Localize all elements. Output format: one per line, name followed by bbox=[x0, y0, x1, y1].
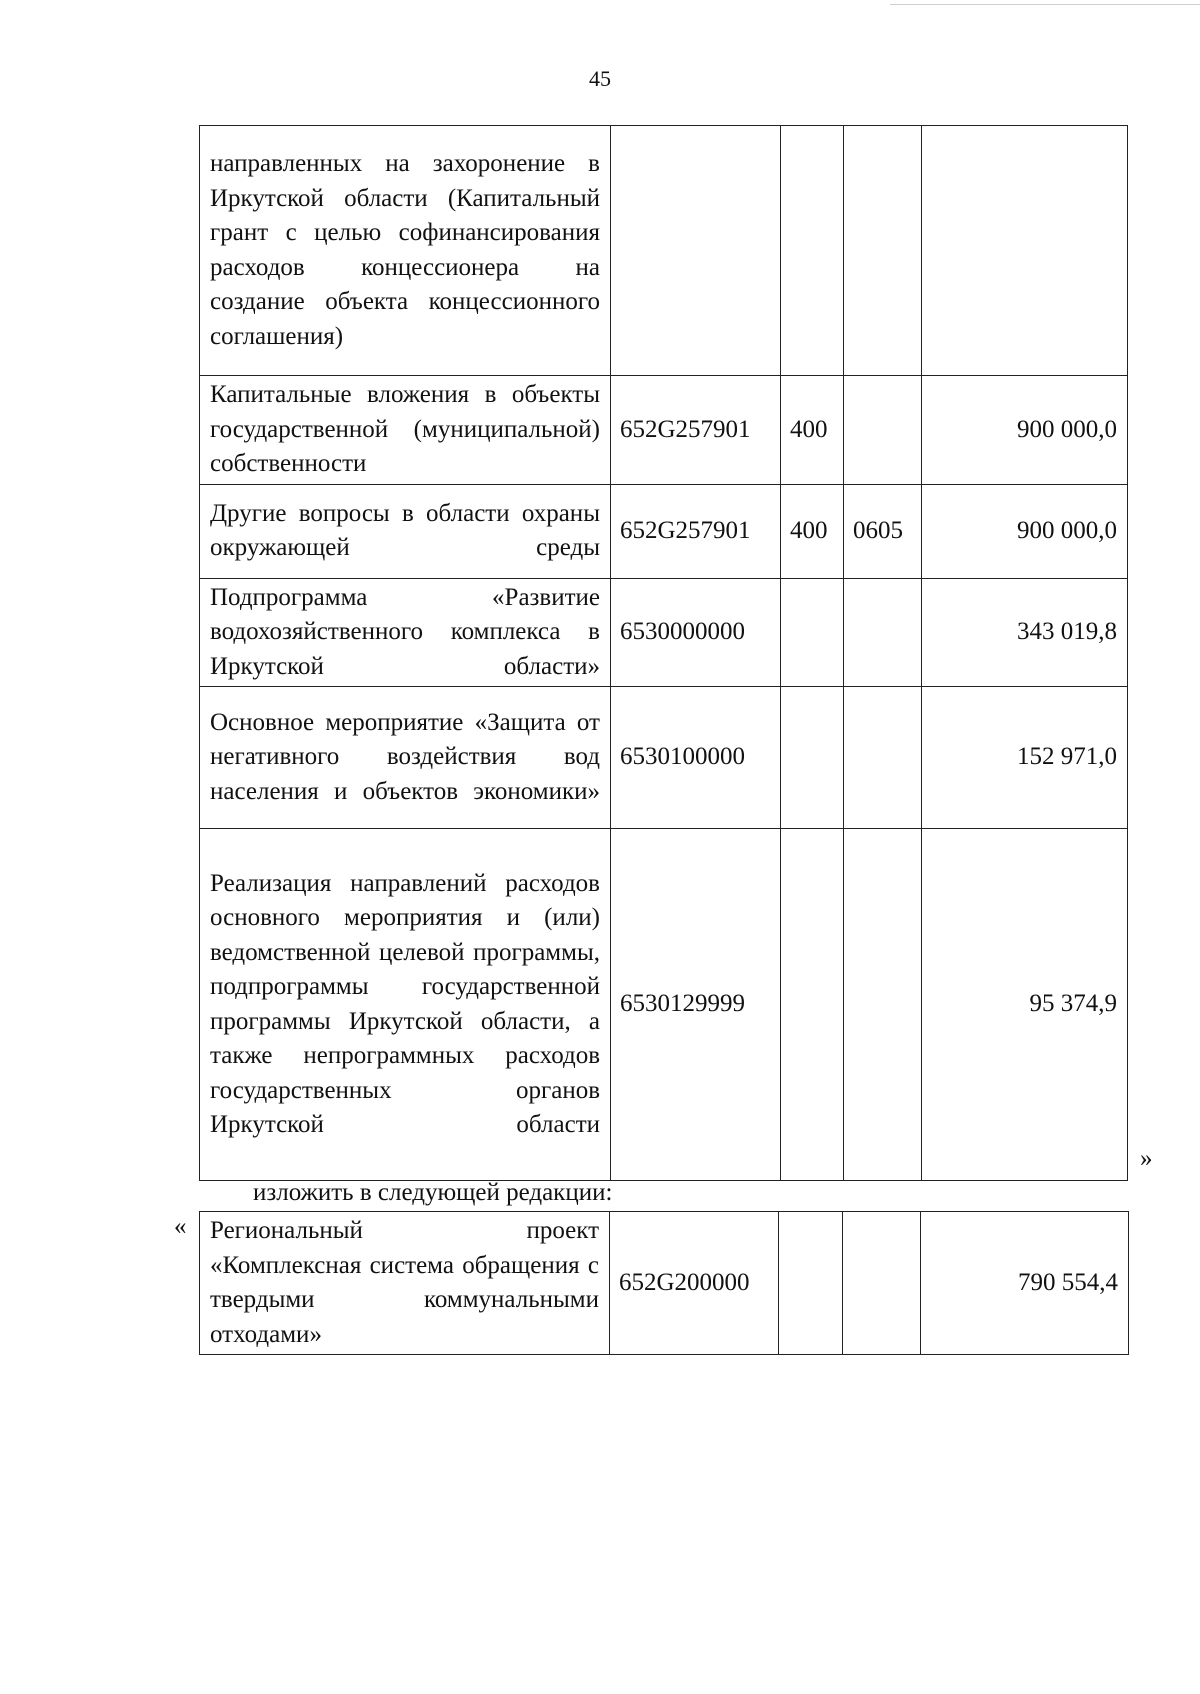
row-rz-cell bbox=[844, 687, 922, 829]
row-amount-cell: 152 971,0 bbox=[922, 687, 1128, 829]
row-amount-cell bbox=[922, 126, 1128, 376]
row-name-cell: Реализация направлений расходов основного мероприятия и (или) ведомственной целевой программы, подпрограммы государственной программы Иркутской области, а также непрограммных расходов государственных органов Иркутской области bbox=[200, 829, 611, 1181]
row-vr-cell: 400 bbox=[781, 484, 844, 578]
row-rz-cell bbox=[844, 126, 922, 376]
row-vr-cell bbox=[781, 578, 844, 687]
budget-table-continued bbox=[199, 125, 1128, 1181]
table-row bbox=[200, 126, 1128, 376]
scan-edge-line bbox=[890, 4, 1200, 5]
row-vr-cell bbox=[781, 829, 844, 1181]
row-code-cell bbox=[611, 126, 781, 376]
table-row bbox=[200, 484, 1128, 578]
row-code-cell: 6530129999 bbox=[611, 829, 781, 1181]
table-row bbox=[200, 687, 1128, 829]
table-row bbox=[200, 829, 1128, 1181]
row-name-cell: Другие вопросы в области охраны окружающей среды bbox=[200, 484, 611, 578]
row-amount-cell: 900 000,0 bbox=[922, 376, 1128, 485]
page-number: 45 bbox=[589, 66, 611, 91]
budget-table-new-wording bbox=[199, 1211, 1129, 1355]
row-amount-cell: 790 554,4 bbox=[921, 1212, 1129, 1355]
table-row bbox=[200, 1212, 1129, 1355]
row-vr-cell bbox=[781, 126, 844, 376]
row-code-cell: 652G257901 bbox=[611, 376, 781, 485]
row-name-cell: Подпрограмма «Развитие водохозяйственного комплекса в Иркутской области» bbox=[200, 578, 611, 687]
row-rz-cell bbox=[843, 1212, 921, 1355]
amendment-instruction: изложить в следующей редакции: bbox=[253, 1179, 613, 1206]
row-rz-cell: 0605 bbox=[844, 484, 922, 578]
row-rz-cell bbox=[844, 829, 922, 1181]
row-vr-cell: 400 bbox=[781, 376, 844, 485]
row-name-cell: Капитальные вложения в объекты государственной (муниципальной) собственности bbox=[200, 376, 611, 485]
row-vr-cell bbox=[779, 1212, 843, 1355]
row-vr-cell bbox=[781, 687, 844, 829]
row-amount-cell: 95 374,9 bbox=[922, 829, 1128, 1181]
row-name-cell: Основное мероприятие «Защита от негативного воздействия вод населения и объектов экономики» bbox=[200, 687, 611, 829]
row-amount-cell: 343 019,8 bbox=[922, 578, 1128, 687]
table-row bbox=[200, 376, 1128, 485]
row-rz-cell bbox=[844, 578, 922, 687]
row-name-cell: направленных на захоронение в Иркутской области (Капитальный грант с целью софинансирования расходов концессионера на создание объекта концессионного соглашения) bbox=[200, 126, 611, 376]
opening-quote: « bbox=[174, 1213, 187, 1240]
row-rz-cell bbox=[844, 376, 922, 485]
row-name-cell: Региональный проект «Комплексная система обращения с твердыми коммунальными отходами» bbox=[200, 1212, 610, 1355]
closing-quote: » bbox=[1140, 1145, 1153, 1172]
table-row bbox=[200, 578, 1128, 687]
row-code-cell: 652G200000 bbox=[610, 1212, 779, 1355]
row-amount-cell: 900 000,0 bbox=[922, 484, 1128, 578]
row-code-cell: 6530100000 bbox=[611, 687, 781, 829]
row-code-cell: 652G257901 bbox=[611, 484, 781, 578]
row-code-cell: 6530000000 bbox=[611, 578, 781, 687]
